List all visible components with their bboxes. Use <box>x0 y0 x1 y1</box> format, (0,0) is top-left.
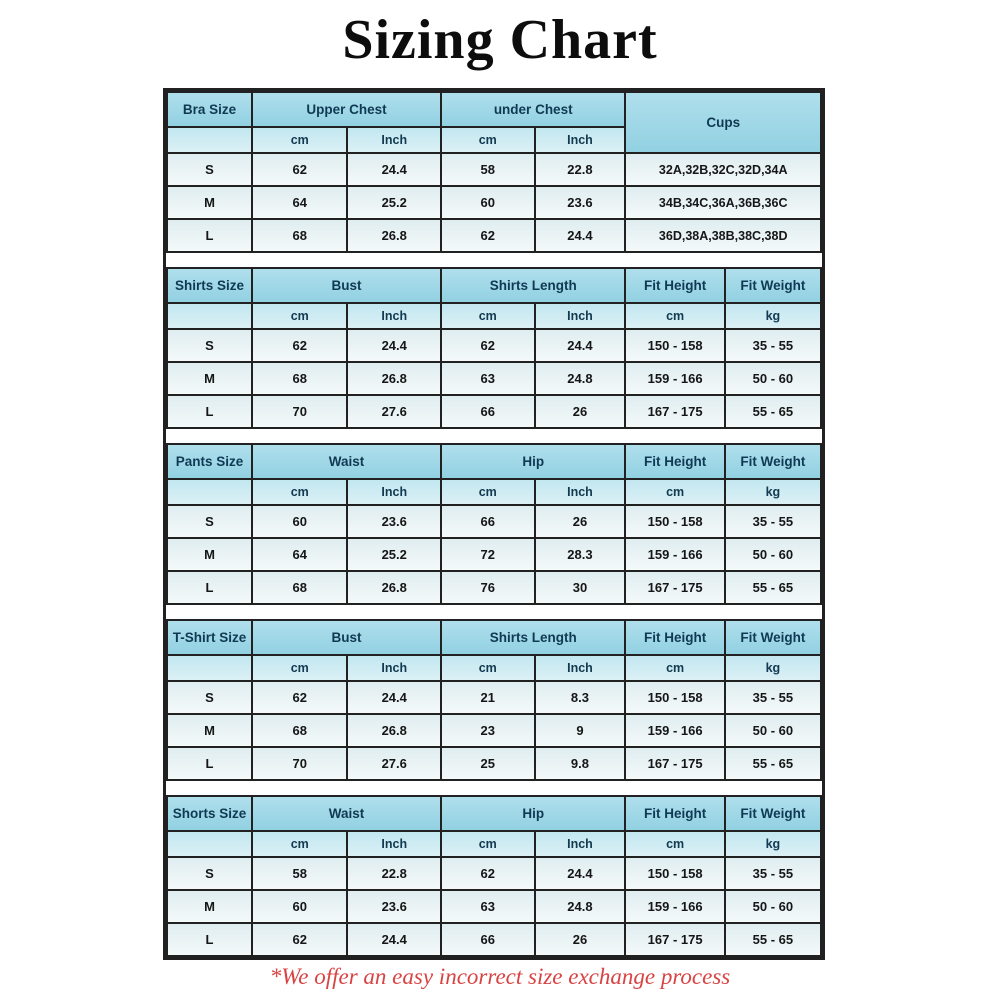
table-row <box>167 538 821 571</box>
size-label-cell: L <box>167 923 252 956</box>
size-label-cell: M <box>167 186 252 219</box>
table-row <box>167 153 821 186</box>
value-cell: 9 <box>535 714 626 747</box>
value-cell: 26.8 <box>347 219 441 252</box>
value-cell: 68 <box>252 571 347 604</box>
value-cell: 62 <box>441 857 535 890</box>
unit-row <box>167 831 821 857</box>
value-cell: 50 - 60 <box>725 890 821 923</box>
value-cell: 23 <box>441 714 535 747</box>
value-cell: 26 <box>535 505 626 538</box>
value-cell: 24.8 <box>535 890 626 923</box>
size-category-header: Bra Size <box>167 92 252 127</box>
value-cell: 55 - 65 <box>725 395 821 428</box>
value-cell: 60 <box>441 186 535 219</box>
value-cell: 26.8 <box>347 571 441 604</box>
unit-header-cell: cm <box>441 303 535 329</box>
fit-column-header: Fit Height <box>625 444 724 479</box>
unit-header-cell: cm <box>252 479 347 505</box>
value-cell: 27.6 <box>347 395 441 428</box>
table-row <box>167 186 821 219</box>
table-row <box>167 329 821 362</box>
value-cell: 62 <box>252 681 347 714</box>
size-label-cell: M <box>167 362 252 395</box>
value-cell: 58 <box>441 153 535 186</box>
value-cell: 35 - 55 <box>725 681 821 714</box>
cups-value-cell: 32A,32B,32C,32D,34A <box>625 153 821 186</box>
value-cell: 55 - 65 <box>725 747 821 780</box>
size-label-cell: S <box>167 329 252 362</box>
measure-group-header: Bust <box>252 620 441 655</box>
sizing-table-shirts <box>166 267 822 429</box>
value-cell: 26 <box>535 395 626 428</box>
measure-group-header: Hip <box>441 444 625 479</box>
size-category-header: Shirts Size <box>167 268 252 303</box>
unit-header-cell: cm <box>441 479 535 505</box>
value-cell: 26.8 <box>347 362 441 395</box>
table-row <box>167 890 821 923</box>
value-cell: 62 <box>252 923 347 956</box>
value-cell: 60 <box>252 890 347 923</box>
value-cell: 24.4 <box>535 857 626 890</box>
measure-group-header: under Chest <box>441 92 625 127</box>
table-row <box>167 747 821 780</box>
footnote: *We offer an easy incorrect size exchange process <box>269 964 731 989</box>
unit-header-cell: cm <box>441 655 535 681</box>
sizing-table-pants <box>166 443 822 605</box>
value-cell: 150 - 158 <box>625 505 724 538</box>
unit-header-cell: cm <box>625 831 724 857</box>
value-cell: 55 - 65 <box>725 571 821 604</box>
value-cell: 25 <box>441 747 535 780</box>
empty-unit-cell <box>167 303 252 329</box>
value-cell: 68 <box>252 362 347 395</box>
sizing-chart-panel <box>163 88 825 960</box>
value-cell: 26.8 <box>347 714 441 747</box>
value-cell: 23.6 <box>535 186 626 219</box>
value-cell: 72 <box>441 538 535 571</box>
unit-header-cell: Inch <box>347 831 441 857</box>
value-cell: 159 - 166 <box>625 362 724 395</box>
value-cell: 150 - 158 <box>625 681 724 714</box>
empty-unit-cell <box>167 127 252 153</box>
value-cell: 76 <box>441 571 535 604</box>
value-cell: 24.4 <box>347 329 441 362</box>
table-row <box>167 505 821 538</box>
value-cell: 35 - 55 <box>725 329 821 362</box>
table-row <box>167 681 821 714</box>
unit-row <box>167 303 821 329</box>
fit-column-header: Fit Weight <box>725 796 821 831</box>
unit-header-cell: Inch <box>347 303 441 329</box>
value-cell: 28.3 <box>535 538 626 571</box>
header-row <box>167 620 821 655</box>
unit-row <box>167 479 821 505</box>
value-cell: 68 <box>252 219 347 252</box>
sizing-table-tshirt <box>166 619 822 781</box>
unit-header-cell: Inch <box>347 655 441 681</box>
measure-group-header: Waist <box>252 796 441 831</box>
value-cell: 22.8 <box>347 857 441 890</box>
value-cell: 159 - 166 <box>625 890 724 923</box>
size-label-cell: S <box>167 153 252 186</box>
value-cell: 62 <box>441 219 535 252</box>
table-row <box>167 362 821 395</box>
value-cell: 22.8 <box>535 153 626 186</box>
value-cell: 27.6 <box>347 747 441 780</box>
value-cell: 25.2 <box>347 538 441 571</box>
fit-column-header: Fit Height <box>625 268 724 303</box>
value-cell: 24.4 <box>535 219 626 252</box>
value-cell: 167 - 175 <box>625 923 724 956</box>
value-cell: 35 - 55 <box>725 505 821 538</box>
value-cell: 66 <box>441 505 535 538</box>
value-cell: 159 - 166 <box>625 538 724 571</box>
page-title: Sizing Chart <box>342 9 658 71</box>
value-cell: 167 - 175 <box>625 747 724 780</box>
value-cell: 50 - 60 <box>725 362 821 395</box>
sizing-table-shorts <box>166 795 822 957</box>
value-cell: 62 <box>441 329 535 362</box>
unit-header-cell: cm <box>625 303 724 329</box>
value-cell: 62 <box>252 153 347 186</box>
table-row <box>167 857 821 890</box>
header-row <box>167 796 821 831</box>
unit-header-cell: Inch <box>535 479 626 505</box>
value-cell: 9.8 <box>535 747 626 780</box>
unit-header-cell: Inch <box>347 127 441 153</box>
fit-column-header: Fit Height <box>625 620 724 655</box>
measure-group-header: Upper Chest <box>252 92 441 127</box>
unit-header-cell: cm <box>252 655 347 681</box>
value-cell: 55 - 65 <box>725 923 821 956</box>
unit-header-cell: kg <box>725 303 821 329</box>
value-cell: 159 - 166 <box>625 714 724 747</box>
unit-header-cell: Inch <box>535 127 626 153</box>
unit-header-cell: kg <box>725 831 821 857</box>
measure-group-header: Shirts Length <box>441 268 625 303</box>
unit-header-cell: cm <box>252 303 347 329</box>
value-cell: 70 <box>252 395 347 428</box>
cups-value-cell: 34B,34C,36A,36B,36C <box>625 186 821 219</box>
value-cell: 21 <box>441 681 535 714</box>
value-cell: 63 <box>441 362 535 395</box>
fit-column-header: Fit Weight <box>725 620 821 655</box>
value-cell: 167 - 175 <box>625 395 724 428</box>
size-category-header: T-Shirt Size <box>167 620 252 655</box>
measure-group-header: Waist <box>252 444 441 479</box>
size-label-cell: M <box>167 714 252 747</box>
value-cell: 62 <box>252 329 347 362</box>
sizing-table-bra <box>166 91 822 253</box>
size-category-header: Pants Size <box>167 444 252 479</box>
table-row <box>167 923 821 956</box>
header-row <box>167 268 821 303</box>
size-label-cell: S <box>167 505 252 538</box>
unit-header-cell: cm <box>252 831 347 857</box>
value-cell: 24.4 <box>535 329 626 362</box>
value-cell: 24.8 <box>535 362 626 395</box>
unit-header-cell: Inch <box>535 655 626 681</box>
value-cell: 70 <box>252 747 347 780</box>
value-cell: 8.3 <box>535 681 626 714</box>
value-cell: 30 <box>535 571 626 604</box>
size-label-cell: L <box>167 747 252 780</box>
value-cell: 23.6 <box>347 890 441 923</box>
unit-header-cell: cm <box>252 127 347 153</box>
table-row <box>167 395 821 428</box>
value-cell: 58 <box>252 857 347 890</box>
unit-header-cell: Inch <box>535 303 626 329</box>
table-row <box>167 571 821 604</box>
unit-header-cell: cm <box>625 655 724 681</box>
value-cell: 68 <box>252 714 347 747</box>
header-row <box>167 444 821 479</box>
value-cell: 25.2 <box>347 186 441 219</box>
unit-header-cell: Inch <box>347 479 441 505</box>
value-cell: 64 <box>252 186 347 219</box>
unit-header-cell: cm <box>441 127 535 153</box>
value-cell: 24.4 <box>347 153 441 186</box>
size-label-cell: S <box>167 681 252 714</box>
value-cell: 24.4 <box>347 923 441 956</box>
value-cell: 66 <box>441 923 535 956</box>
fit-column-header: Fit Weight <box>725 268 821 303</box>
size-label-cell: L <box>167 571 252 604</box>
cups-header: Cups <box>625 92 821 153</box>
value-cell: 63 <box>441 890 535 923</box>
measure-group-header: Shirts Length <box>441 620 625 655</box>
value-cell: 23.6 <box>347 505 441 538</box>
size-label-cell: L <box>167 395 252 428</box>
unit-header-cell: cm <box>441 831 535 857</box>
value-cell: 50 - 60 <box>725 714 821 747</box>
size-label-cell: L <box>167 219 252 252</box>
table-row <box>167 219 821 252</box>
value-cell: 35 - 55 <box>725 857 821 890</box>
value-cell: 24.4 <box>347 681 441 714</box>
fit-column-header: Fit Weight <box>725 444 821 479</box>
measure-group-header: Bust <box>252 268 441 303</box>
table-row <box>167 714 821 747</box>
unit-header-cell: Inch <box>535 831 626 857</box>
size-label-cell: M <box>167 538 252 571</box>
size-category-header: Shorts Size <box>167 796 252 831</box>
cups-value-cell: 36D,38A,38B,38C,38D <box>625 219 821 252</box>
measure-group-header: Hip <box>441 796 625 831</box>
value-cell: 167 - 175 <box>625 571 724 604</box>
unit-header-cell: kg <box>725 479 821 505</box>
unit-header-cell: kg <box>725 655 821 681</box>
size-label-cell: S <box>167 857 252 890</box>
unit-header-cell: cm <box>625 479 724 505</box>
size-label-cell: M <box>167 890 252 923</box>
value-cell: 150 - 158 <box>625 857 724 890</box>
value-cell: 26 <box>535 923 626 956</box>
value-cell: 50 - 60 <box>725 538 821 571</box>
fit-column-header: Fit Height <box>625 796 724 831</box>
value-cell: 66 <box>441 395 535 428</box>
empty-unit-cell <box>167 479 252 505</box>
header-row <box>167 92 821 127</box>
value-cell: 150 - 158 <box>625 329 724 362</box>
unit-row <box>167 655 821 681</box>
value-cell: 64 <box>252 538 347 571</box>
value-cell: 60 <box>252 505 347 538</box>
empty-unit-cell <box>167 831 252 857</box>
empty-unit-cell <box>167 655 252 681</box>
